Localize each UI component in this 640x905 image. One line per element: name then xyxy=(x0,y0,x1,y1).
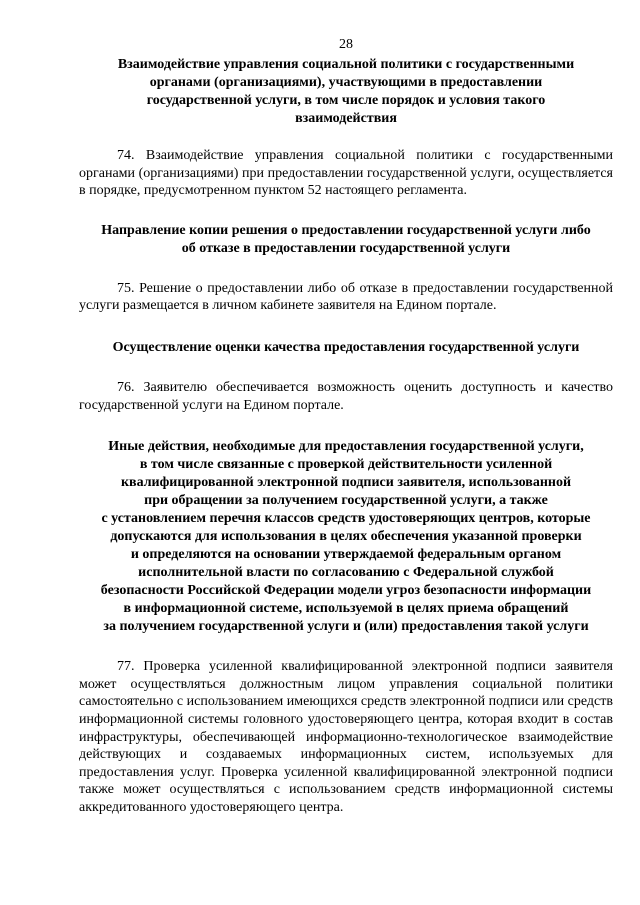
heading-line: допускаются для использования в целях обеспечения указанной проверки xyxy=(110,529,582,545)
heading-line: при обращении за получением государственной услуги, а также xyxy=(144,493,548,509)
paragraph-76: 76. Заявителю обеспечивается возможность оценить доступность и качество государственной услуги на Едином портале. xyxy=(79,379,613,413)
heading-line: органами (организациями), участвующими в предоставлении xyxy=(149,75,543,90)
heading-line: в информационной системе, используемой в целях приема обращений xyxy=(123,601,569,617)
paragraph-77: 77. Проверка усиленной квалифицированной электронной подписи заявителя может осуществляться должностным лицом управления социальной политики самостоятельно с использованием имеющихся средств электронной подписи или средств информационной системы головного удостоверяющего центра, которая входит в состав инфраструктуры, обеспечивающей информационно-технологическое взаимодействие действующих и создаваемых информационных систем, используемых для предоставления услуг. Проверка усиленной квалифицированной электронной подписи также может осуществляться с использованием средств информационной системы аккредитованного удостоверяющего центра. xyxy=(79,659,613,815)
heading-line: государственной услуги, в том числе порядок и условия такого xyxy=(146,93,546,108)
heading-line: об отказе в предоставлении государственной услуги xyxy=(181,240,511,256)
heading-line: в том числе связанные с проверкой действительности усиленной xyxy=(139,457,553,473)
heading-line: Взаимодействие управления социальной политики с государственными xyxy=(117,57,575,72)
heading-line: за получением государственной услуги и (или) предоставления такой услуги xyxy=(103,619,589,635)
heading-line: Осуществление оценки качества предоставления государственной услуги xyxy=(112,339,580,355)
heading-line: Иные действия, необходимые для предоставления государственной услуги, xyxy=(108,439,584,455)
paragraph-74: 74. Взаимодействие управления социальной политики с государственными органами (организациями) при предоставлении государственной услуги, осуществляется в порядке, предусмотренном пунктом 52 настоящего регламента. xyxy=(79,148,613,199)
section-heading-other-actions xyxy=(79,438,613,636)
heading-line: с установлением перечня классов средств удостоверяющих центров, которые xyxy=(101,511,591,527)
section-heading-quality-assessment xyxy=(79,339,613,357)
section-heading-interaction xyxy=(79,56,613,128)
heading-line: исполнительной власти по согласованию с Федеральной службой xyxy=(138,565,554,581)
paragraph-75: 75. Решение о предоставлении либо об отказе в предоставлении государственной услуги размещается в личном кабинете заявителя на Едином портале. xyxy=(79,280,613,314)
heading-line: и определяются на основании утверждаемой федеральным органом xyxy=(130,547,562,563)
heading-line: квалифицированной электронной подписи заявителя, использованной xyxy=(120,475,572,491)
section-heading-decision-copy xyxy=(79,222,613,258)
page-number: 28 xyxy=(339,37,353,52)
heading-line: безопасности Российской Федерации модели угроз безопасности информации xyxy=(100,583,592,599)
heading-line: Направление копии решения о предоставлении государственной услуги либо xyxy=(101,222,591,238)
heading-line: взаимодействия xyxy=(295,111,397,126)
